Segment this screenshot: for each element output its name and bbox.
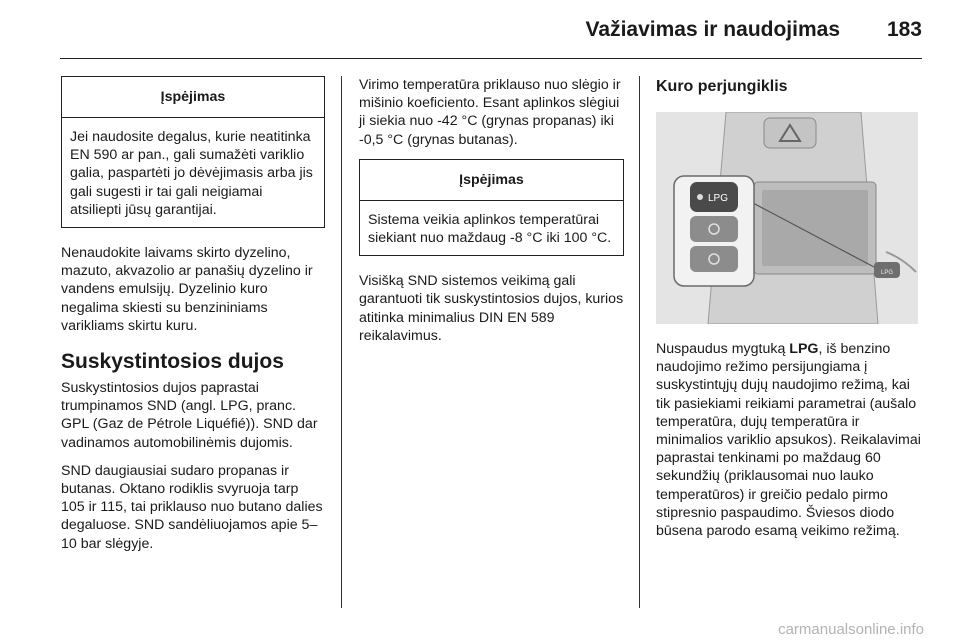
column-divider [639, 76, 640, 608]
lpg-button-label: LPG [707, 193, 729, 204]
page-number: 183 [886, 18, 922, 41]
column-3 [656, 76, 922, 550]
header-rule [60, 58, 922, 59]
paragraph: Suskystintosios dujos paprastai trumpinamos SND (angl. LPG, pranc. GPL (Gaz de Pétrole Liquéfié)). SND dar vadinamos automobilinėmis dujomis. [61, 380, 318, 451]
paragraph: Nenaudokite laivams skirto dyzelino, mazuto, akvazolio ar panašių dyzelino ir vandens emulsijų. Dyzelinio kuro negalima skiesti su benzininiams varikliams skirtu kuru. [61, 245, 313, 334]
warning-title: Įspėjimas [62, 77, 324, 118]
column-1 [61, 76, 325, 563]
running-header-title: Važiavimas ir naudojimas [585, 18, 840, 41]
section-heading: Suskystintosios dujos [61, 350, 284, 374]
warning-box [61, 76, 325, 228]
warning-box [359, 159, 624, 256]
paragraph: Virimo temperatūra priklauso nuo slėgio ir mišinio koeficiento. Esant aplinkos slėgiui ji siekia nuo -42 °C (grynas propanas) iki -0,5 °C (grynas butanas). [359, 77, 621, 148]
fuel-selector-illustration [656, 112, 918, 324]
warning-title: Įspėjimas [360, 160, 623, 201]
svg-text:LPG: LPG [880, 270, 894, 276]
column-2 [359, 76, 624, 355]
lpg-term: LPG [789, 341, 819, 357]
paragraph: Visišką SND sistemos veikimą gali garantuoti tik suskystintosios dujos, kurios atitinka minimalius DIN EN 589 reikalavimus. [359, 273, 624, 344]
dashboard-drawing [656, 112, 918, 324]
paragraph: SND daugiausiai sudaro propanas ir butanas. Oktano rodiklis svyruoja tarp 105 ir 115, tai priklauso nuo butano dalies degaluose. SND sandėliuojamos apie 5–10 bar slėgyje. [61, 462, 323, 552]
watermark: carmanualsonline.info [778, 621, 924, 638]
warning-text: Jei naudosite degalus, kurie neatitinka EN 590 ar pan., gali sumažėti variklio galia, paspartėti jo dėvėjimasis arba jis gali sugesti ir tai gali neigiamai atsiliepti jūsų garantijai. [70, 129, 313, 218]
paragraph-text: Nuspaudus mygtuką [656, 341, 790, 357]
paragraph-text: , iš benzino naudojimo režimo persijungiama į suskystintųjų dujų naudojimo režimą, kai tik pasiekiami reikiami parametrai (aušalo temperatūra, dujų temperatūra ir minimalios variklio apsukos). Reikalavimai paprastai tenkinami po maždaug 60 sekundžių (priklausomai nuo lauko temperatūros) ir greičio pedalo pirmo stipresnio paspaudimo. Šviesos diodo būsena parodo esamą veikimo režimą. [656, 341, 921, 540]
section-heading: Kuro perjungiklis [656, 78, 788, 95]
warning-text: Sistema veikia aplinkos temperatūrai siekiant nuo maždaug -8 °C iki 100 °C. [368, 211, 612, 247]
paragraph [656, 340, 922, 540]
column-divider [341, 76, 342, 608]
